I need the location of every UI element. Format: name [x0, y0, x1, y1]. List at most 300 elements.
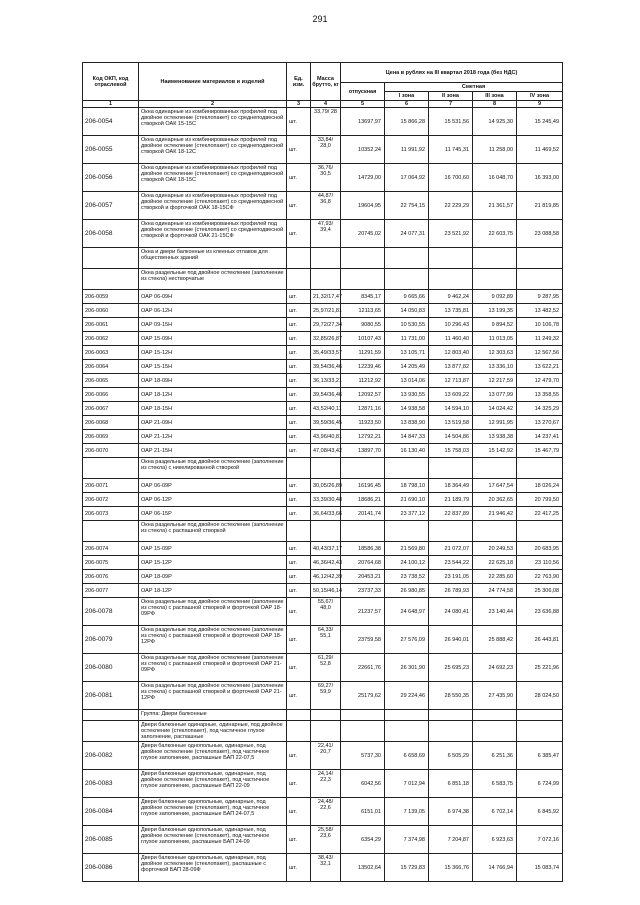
- row-price-release: 13502,64: [341, 854, 385, 882]
- row-price-zone-3: 11 258,00: [473, 136, 517, 164]
- row-code: 206-0066: [83, 388, 139, 402]
- header-code: Код ОКП, код отраслевой: [83, 63, 139, 101]
- row-price-zone-4: 23 088,58: [517, 220, 563, 248]
- row-name: [139, 304, 287, 318]
- row-price-zone-2: 24 080,41: [429, 598, 473, 626]
- row-name: [139, 710, 287, 721]
- header-unit: Ед. изм.: [287, 63, 311, 101]
- row-price-zone-4: 25 221,96: [517, 654, 563, 682]
- row-price-zone-3: 27 435,90: [473, 682, 517, 710]
- row-price-zone-3: 22 603,75: [473, 220, 517, 248]
- row-price-zone-3: 14 925,30: [473, 108, 517, 136]
- row-mass: [311, 854, 341, 882]
- row-price-zone-1: 13 838,90: [385, 416, 429, 430]
- table-row: [83, 108, 563, 136]
- row-mass-text: [313, 270, 338, 289]
- row-price-zone-4: 23 636,88: [517, 598, 563, 626]
- row-price-zone-2: 23 521,92: [429, 220, 473, 248]
- row-mass-text: 43,52/40,11: [313, 405, 342, 412]
- row-price-zone-4: 14 237,41: [517, 430, 563, 444]
- row-mass-text: 50,15/46,14: [313, 587, 343, 594]
- row-mass: [311, 570, 341, 584]
- row-code: [83, 458, 139, 479]
- row-mass: [311, 374, 341, 388]
- row-price-zone-3: 14 024,42: [473, 402, 517, 416]
- row-unit: шт.: [287, 164, 311, 192]
- column-number: 8: [473, 101, 517, 108]
- row-price-zone-2: 14 594,10: [429, 402, 473, 416]
- row-price-release: 14729,00: [341, 164, 385, 192]
- row-name-text: Двери балконные однопольные, одинарные, под двойное остекление (стеклопакет), под частичное глухое заполнение, распашные БАП 24-07,5: [141, 798, 270, 817]
- row-name: [139, 444, 287, 458]
- row-price-zone-4: [517, 721, 563, 742]
- row-price-release: [341, 710, 385, 721]
- column-number: 4: [311, 101, 341, 108]
- row-mass: [311, 346, 341, 360]
- row-price-zone-2: [429, 721, 473, 742]
- row-code: 206-0056: [83, 164, 139, 192]
- row-name-text: Окна одинарные из комбинированных профилей под двойное остекление (стеклопакет) со среднеподвесной створкой и форточкой ОАК 18-15СФ: [141, 192, 284, 211]
- row-code: 206-0058: [83, 220, 139, 248]
- row-unit: шт.: [287, 402, 311, 416]
- row-price-zone-1: 22 754,15: [385, 192, 429, 220]
- row-code: 206-0063: [83, 346, 139, 360]
- row-price-zone-2: [429, 458, 473, 479]
- row-unit: шт.: [287, 136, 311, 164]
- row-mass: [311, 290, 341, 304]
- row-mass-text: 32,85/26,87: [313, 335, 343, 342]
- row-mass-text: 36,64/33,66: [313, 510, 343, 517]
- row-price-release: 12113,65: [341, 304, 385, 318]
- row-price-zone-2: 26 940,01: [429, 626, 473, 654]
- table-row: [83, 507, 563, 521]
- row-name: [139, 192, 287, 220]
- row-price-zone-2: [429, 710, 473, 721]
- row-price-zone-4: 13 622,21: [517, 360, 563, 374]
- header-zone-1: I зона: [385, 92, 429, 101]
- row-name: [139, 388, 287, 402]
- table-row: [83, 654, 563, 682]
- row-name: [139, 598, 287, 626]
- row-price-zone-3: 13 199,35: [473, 304, 517, 318]
- row-price-zone-4: 26 443,81: [517, 626, 563, 654]
- row-name-text: Двери балконные однопольные, одинарные, под двойное остекление (стеклопакет), под частичное глухое заполнение, распашные БАП 22-09: [141, 770, 270, 789]
- row-name-text: Окна раздельные под двойное остекление (заполнение из стекла) с распашной створкой и форточкой ОАР 18-09РФ: [141, 598, 284, 617]
- row-unit: шт.: [287, 742, 311, 770]
- section-header-row: [83, 248, 563, 269]
- row-price-zone-3: 13 077,99: [473, 388, 517, 402]
- table-row: [83, 556, 563, 570]
- row-price-zone-4: 20 683,95: [517, 542, 563, 556]
- row-name: [139, 721, 287, 742]
- row-name-text: ОАР 15-09Р: [141, 545, 172, 552]
- row-price-zone-4: 9 287,95: [517, 290, 563, 304]
- row-price-release: 20764,68: [341, 556, 385, 570]
- row-price-zone-3: [473, 721, 517, 742]
- row-code: 206-0078: [83, 598, 139, 626]
- row-unit: шт.: [287, 654, 311, 682]
- row-price-release: 18686,21: [341, 493, 385, 507]
- row-price-zone-3: 21 361,57: [473, 192, 517, 220]
- column-number: 1: [83, 101, 139, 108]
- row-price-release: 18586,38: [341, 542, 385, 556]
- row-unit: шт.: [287, 598, 311, 626]
- row-name: [139, 493, 287, 507]
- row-price-zone-4: [517, 521, 563, 542]
- row-name: [139, 626, 287, 654]
- row-price-zone-1: 24 077,31: [385, 220, 429, 248]
- row-name-text: Окна раздельные под двойное остекление (заполнение из стекла) с распашной створкой: [141, 521, 284, 534]
- row-unit: шт.: [287, 374, 311, 388]
- row-mass-text: 36,13/33,21: [313, 377, 343, 384]
- row-code: 206-0073: [83, 507, 139, 521]
- row-name-text: ОАР 15-09Н: [141, 335, 173, 342]
- row-name-text: ОАР 06-09Р: [141, 482, 172, 489]
- row-price-zone-1: 21 569,80: [385, 542, 429, 556]
- row-price-zone-4: 11 469,52: [517, 136, 563, 164]
- row-price-zone-4: 16 393,00: [517, 164, 563, 192]
- row-price-zone-4: 6 724,99: [517, 770, 563, 798]
- row-price-zone-3: [473, 521, 517, 542]
- row-price-zone-3: 6 583,75: [473, 770, 517, 798]
- row-price-zone-4: 20 799,50: [517, 493, 563, 507]
- row-price-zone-1: 16 130,40: [385, 444, 429, 458]
- section-header-row: [83, 521, 563, 542]
- row-price-zone-3: 12 991,95: [473, 416, 517, 430]
- row-unit: [287, 248, 311, 269]
- row-price-zone-4: 22 417,25: [517, 507, 563, 521]
- row-price-zone-1: 11 731,00: [385, 332, 429, 346]
- table-row: [83, 416, 563, 430]
- row-price-zone-4: 23 110,56: [517, 556, 563, 570]
- row-code: 206-0079: [83, 626, 139, 654]
- row-price-zone-2: 10 296,43: [429, 318, 473, 332]
- row-price-zone-4: 12 567,56: [517, 346, 563, 360]
- row-unit: шт.: [287, 798, 311, 826]
- row-price-release: 9080,55: [341, 318, 385, 332]
- table-row: [83, 742, 563, 770]
- row-name-text: Окна одинарные из комбинированных профилей под двойное остекление (стеклопакет) со среднеподвесной створкой ОАК 15-15С: [141, 108, 284, 127]
- row-price-zone-2: 13 609,22: [429, 388, 473, 402]
- row-mass-text: 33,84/ 28,0: [317, 136, 334, 149]
- row-price-zone-2: 13 735,81: [429, 304, 473, 318]
- row-code: 206-0086: [83, 854, 139, 882]
- row-price-zone-1: 26 980,85: [385, 584, 429, 598]
- row-price-release: [341, 248, 385, 269]
- table-row: [83, 332, 563, 346]
- row-price-zone-2: 26 789,93: [429, 584, 473, 598]
- column-number: 3: [287, 101, 311, 108]
- table-row: [83, 304, 563, 318]
- row-mass: [311, 710, 341, 721]
- row-price-zone-1: 24 648,97: [385, 598, 429, 626]
- row-mass-text: [313, 711, 338, 720]
- table-row: [83, 479, 563, 493]
- row-code: 206-0059: [83, 290, 139, 304]
- row-price-release: 12871,16: [341, 402, 385, 416]
- row-price-zone-2: 25 695,23: [429, 654, 473, 682]
- row-code: 206-0074: [83, 542, 139, 556]
- row-name: [139, 854, 287, 882]
- row-price-zone-1: 26 301,90: [385, 654, 429, 682]
- row-name-text: Окна раздельные под двойное остекление (заполнение из стекла) нестворчатые: [141, 269, 284, 282]
- row-price-release: 11291,59: [341, 346, 385, 360]
- row-price-zone-3: [473, 248, 517, 269]
- row-code: 206-0081: [83, 682, 139, 710]
- row-price-release: 22661,76: [341, 654, 385, 682]
- row-price-zone-2: 9 462,24: [429, 290, 473, 304]
- row-name: [139, 507, 287, 521]
- row-unit: шт.: [287, 584, 311, 598]
- row-unit: шт.: [287, 542, 311, 556]
- row-price-zone-3: 24 774,58: [473, 584, 517, 598]
- row-price-release: 6042,56: [341, 770, 385, 798]
- row-name: [139, 269, 287, 290]
- row-price-zone-1: 9 665,66: [385, 290, 429, 304]
- table-row: [83, 136, 563, 164]
- table-row: [83, 798, 563, 826]
- row-unit: [287, 710, 311, 721]
- row-price-zone-3: [473, 269, 517, 290]
- row-price-zone-1: [385, 248, 429, 269]
- row-price-zone-3: [473, 710, 517, 721]
- row-price-zone-3: 15 142,92: [473, 444, 517, 458]
- row-price-zone-2: 15 366,76: [429, 854, 473, 882]
- table-row: [83, 542, 563, 556]
- row-code: 206-0070: [83, 444, 139, 458]
- row-name-text: Окна одинарные из комбинированных профилей под двойное остекление (стеклопакет) со среднеподвесной створкой и форточкой ОАК 21-15СФ: [141, 220, 284, 239]
- row-name-text: ОАР 18-12Р: [141, 587, 172, 594]
- table-row: [83, 570, 563, 584]
- row-mass: [311, 556, 341, 570]
- row-name-text: ОАР 15-12Н: [141, 349, 173, 356]
- row-name-text: Окна раздельные под двойное остекление (заполнение из стекла) с никелированной створкой: [141, 458, 284, 471]
- row-price-zone-4: 11 249,32: [517, 332, 563, 346]
- row-price-zone-2: 15 531,56: [429, 108, 473, 136]
- row-mass: [311, 192, 341, 220]
- row-unit: шт.: [287, 304, 311, 318]
- row-unit: шт.: [287, 854, 311, 882]
- row-mass-text: 39,59/36,45: [313, 419, 343, 426]
- row-price-zone-4: 18 026,24: [517, 479, 563, 493]
- header-name: Наименование материалов и изделий: [139, 63, 287, 101]
- row-price-zone-1: 15 729,83: [385, 854, 429, 882]
- header-price-group: Цена в рублях на III квартал 2018 года (без НДС): [341, 63, 563, 83]
- row-name-text: Окна одинарные из комбинированных профилей под двойное остекление (стеклопакет) со среднеподвесной створкой ОАК 18-12С: [141, 136, 284, 155]
- row-unit: [287, 269, 311, 290]
- row-name: [139, 416, 287, 430]
- row-price-zone-2: 12 803,40: [429, 346, 473, 360]
- row-price-zone-4: 21 819,85: [517, 192, 563, 220]
- row-price-zone-2: [429, 248, 473, 269]
- row-price-zone-3: 23 140,44: [473, 598, 517, 626]
- row-unit: шт.: [287, 556, 311, 570]
- row-price-zone-2: 12 713,87: [429, 374, 473, 388]
- row-code: 206-0072: [83, 493, 139, 507]
- row-mass-text: 55,67/ 48,0: [317, 598, 334, 611]
- row-price-zone-2: 22 837,89: [429, 507, 473, 521]
- row-name: [139, 332, 287, 346]
- row-price-zone-2: [429, 521, 473, 542]
- row-price-zone-2: 18 364,49: [429, 479, 473, 493]
- row-price-zone-3: 22 625,18: [473, 556, 517, 570]
- row-price-release: 12092,57: [341, 388, 385, 402]
- row-name-text: Окна раздельные под двойное остекление (заполнение из стекла) с распашной створкой и форточкой ОАР 18-12РФ: [141, 626, 284, 645]
- row-price-release: 12792,21: [341, 430, 385, 444]
- row-price-release: [341, 269, 385, 290]
- row-mass-text: 47,08/43,42: [313, 447, 343, 454]
- row-price-release: 16196,45: [341, 479, 385, 493]
- row-name-text: Окна одинарные из комбинированных профилей под двойное остекление (стеклопакет) со среднеподвесной створкой ОАК 18-15С: [141, 164, 284, 183]
- row-unit: шт.: [287, 416, 311, 430]
- section-header-row: [83, 269, 563, 290]
- table-row: [83, 346, 563, 360]
- row-name: [139, 220, 287, 248]
- row-price-zone-4: 12 479,70: [517, 374, 563, 388]
- row-mass: [311, 826, 341, 854]
- row-name: [139, 521, 287, 542]
- row-price-zone-4: 15 083,74: [517, 854, 563, 882]
- row-price-zone-1: 13 105,71: [385, 346, 429, 360]
- row-code: [83, 248, 139, 269]
- row-price-zone-4: 6 845,92: [517, 798, 563, 826]
- row-mass-text: [313, 722, 338, 741]
- row-name: [139, 570, 287, 584]
- row-unit: шт.: [287, 318, 311, 332]
- row-unit: шт.: [287, 360, 311, 374]
- row-price-zone-3: 6 702,14: [473, 798, 517, 826]
- row-unit: шт.: [287, 626, 311, 654]
- row-mass-text: 21,32/17,47: [313, 293, 343, 300]
- row-mass-text: 64,33/ 55,1: [317, 626, 334, 639]
- row-price-zone-1: [385, 721, 429, 742]
- row-name-text: ОАР 18-15Н: [141, 405, 173, 412]
- row-price-zone-1: [385, 521, 429, 542]
- page-number: 291: [312, 14, 328, 24]
- column-number-row: [83, 101, 563, 108]
- section-header-row: [83, 710, 563, 721]
- row-mass: [311, 521, 341, 542]
- column-number: 5: [341, 101, 385, 108]
- row-price-zone-1: 7 139,05: [385, 798, 429, 826]
- table-row: [83, 626, 563, 654]
- row-price-zone-2: 6 851,18: [429, 770, 473, 798]
- row-mass-text: [313, 459, 338, 478]
- row-unit: шт.: [287, 682, 311, 710]
- row-name-text: Окна и двери балконные из клееных отлавов для общественных зданий: [141, 248, 268, 261]
- row-mass: [311, 479, 341, 493]
- row-price-zone-2: 11 745,31: [429, 136, 473, 164]
- row-mass: [311, 388, 341, 402]
- table-row: [83, 192, 563, 220]
- row-price-zone-3: [473, 458, 517, 479]
- row-name: [139, 770, 287, 798]
- row-name-text: ОАР 06-12Н: [141, 307, 173, 314]
- row-mass-text: 39,54/36,46: [313, 363, 343, 370]
- row-price-zone-1: 10 530,55: [385, 318, 429, 332]
- row-price-release: 6151,01: [341, 798, 385, 826]
- row-price-zone-4: 13 358,55: [517, 388, 563, 402]
- row-name: [139, 430, 287, 444]
- row-mass-text: 38,43/ 32,1: [317, 854, 334, 867]
- row-mass: [311, 493, 341, 507]
- row-price-zone-3: 13 336,10: [473, 360, 517, 374]
- row-price-zone-3: 13 938,38: [473, 430, 517, 444]
- row-price-zone-4: 6 385,47: [517, 742, 563, 770]
- row-mass-text: 47,93/ 39,4: [317, 220, 334, 233]
- row-price-zone-3: 12 303,63: [473, 346, 517, 360]
- row-price-zone-1: [385, 269, 429, 290]
- row-unit: шт.: [287, 430, 311, 444]
- row-unit: [287, 721, 311, 742]
- row-price-zone-3: 20 249,53: [473, 542, 517, 556]
- table-row: [83, 164, 563, 192]
- row-price-zone-4: 15 245,49: [517, 108, 563, 136]
- row-mass: [311, 402, 341, 416]
- row-name: [139, 318, 287, 332]
- row-name: [139, 136, 287, 164]
- row-mass: [311, 598, 341, 626]
- row-price-zone-1: [385, 710, 429, 721]
- table-row: [83, 430, 563, 444]
- row-price-zone-2: 14 504,86: [429, 430, 473, 444]
- row-name-text: ОАР 06-09Н: [141, 293, 173, 300]
- row-code: 206-0060: [83, 304, 139, 318]
- row-name-text: ОАР 09-15Н: [141, 321, 173, 328]
- row-mass-text: 39,54/36,46: [313, 391, 343, 398]
- row-mass: [311, 721, 341, 742]
- row-name: [139, 654, 287, 682]
- section-header-row: [83, 721, 563, 742]
- table-row: [83, 220, 563, 248]
- row-name: [139, 682, 287, 710]
- row-mass: [311, 542, 341, 556]
- row-price-zone-2: 7 204,87: [429, 826, 473, 854]
- row-price-release: 6354,29: [341, 826, 385, 854]
- row-price-zone-3: 24 692,23: [473, 654, 517, 682]
- row-price-release: 20141,74: [341, 507, 385, 521]
- row-price-zone-3: 16 048,70: [473, 164, 517, 192]
- row-name-text: ОАР 18-12Н: [141, 391, 173, 398]
- row-code: 206-0055: [83, 136, 139, 164]
- row-code: 206-0071: [83, 479, 139, 493]
- row-unit: [287, 458, 311, 479]
- row-mass-text: 22,41/ 20,7: [317, 742, 334, 755]
- row-unit: шт.: [287, 479, 311, 493]
- row-unit: шт.: [287, 346, 311, 360]
- row-code: 206-0069: [83, 430, 139, 444]
- row-mass: [311, 507, 341, 521]
- row-mass-text: 29,72/27,34: [313, 321, 343, 328]
- row-price-zone-2: 11 460,40: [429, 332, 473, 346]
- row-price-release: 11923,50: [341, 416, 385, 430]
- header-zone-4: IV зона: [517, 92, 563, 101]
- row-code: 206-0077: [83, 584, 139, 598]
- table-row: [83, 374, 563, 388]
- row-code: 206-0076: [83, 570, 139, 584]
- row-name: [139, 374, 287, 388]
- row-mass: [311, 584, 341, 598]
- row-price-zone-1: 14 050,83: [385, 304, 429, 318]
- row-mass: [311, 108, 341, 136]
- row-mass-text: 43,96/40,81: [313, 433, 343, 440]
- row-price-zone-3: 14 766,94: [473, 854, 517, 882]
- row-price-zone-2: [429, 269, 473, 290]
- row-price-zone-1: 13 930,55: [385, 388, 429, 402]
- row-mass-text: 25,97/21,81: [313, 307, 343, 314]
- row-price-zone-2: 13 877,82: [429, 360, 473, 374]
- row-name: [139, 290, 287, 304]
